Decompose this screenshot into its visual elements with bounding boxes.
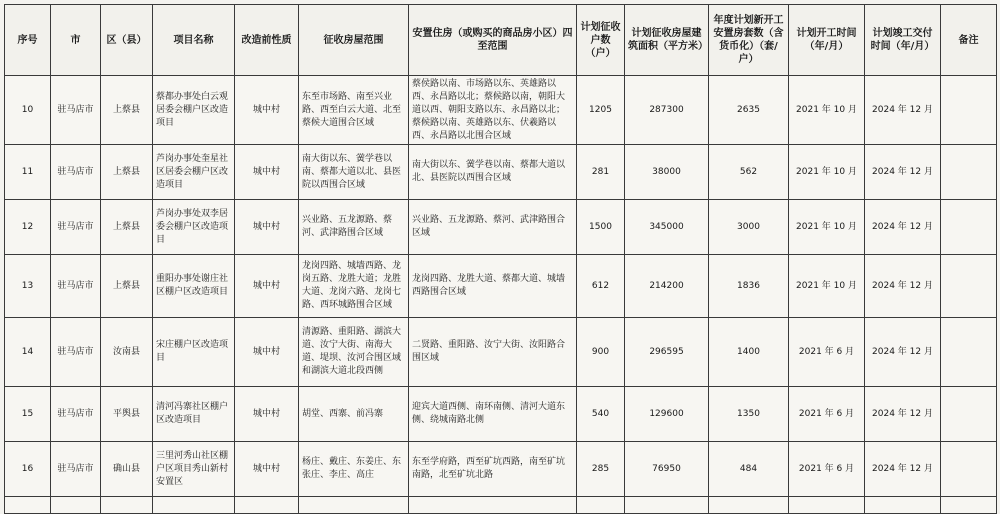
table-row	[5, 255, 997, 318]
cell-start: 2021 年 10 月	[789, 76, 865, 145]
header-cell: 项目名称	[153, 5, 235, 76]
cell-resettle: 龙岗四路、龙胜大道、蔡都大道、城墙西路围合区域	[409, 255, 577, 318]
header-cell: 改造前性质	[235, 5, 299, 76]
table-row	[5, 145, 997, 200]
cell-project: 芦岗办事处双李居委会棚户区改造项目	[153, 200, 235, 255]
cell-county: 上蔡县	[101, 255, 153, 318]
cell-remark	[941, 145, 997, 200]
header-cell: 区（县）	[101, 5, 153, 76]
table-row	[5, 442, 997, 497]
cell-start: 2021 年 10 月	[789, 145, 865, 200]
cell-households: 281	[577, 145, 625, 200]
cell-project: 清河冯寨社区棚户区改造项目	[153, 387, 235, 442]
cell-start: 2021 年 6 月	[789, 442, 865, 497]
cell-nature: 城中村	[235, 318, 299, 387]
cell-city: 驻马店市	[51, 200, 101, 255]
header-cell: 序号	[5, 5, 51, 76]
empty-cell	[5, 497, 51, 514]
cell-nature: 城中村	[235, 387, 299, 442]
cell-county: 上蔡县	[101, 76, 153, 145]
cell-nature: 城中村	[235, 255, 299, 318]
cell-scope: 南大街以东、黉学巷以南、蔡都大道以北、县医院以西围合区域	[299, 145, 409, 200]
empty-cell	[409, 497, 577, 514]
cell-project: 重阳办事处谢庄社区棚户区改造项目	[153, 255, 235, 318]
cell-area: 296595	[625, 318, 709, 387]
cell-area: 38000	[625, 145, 709, 200]
empty-cell	[577, 497, 625, 514]
cell-scope: 杨庄、戴庄、东姜庄、东张庄、李庄、高庄	[299, 442, 409, 497]
cell-finish: 2024 年 12 月	[865, 76, 941, 145]
cell-households: 900	[577, 318, 625, 387]
cell-city: 驻马店市	[51, 442, 101, 497]
cell-county: 汝南县	[101, 318, 153, 387]
header-cell: 安置住房（或购买的商品房小区）四至范围	[409, 5, 577, 76]
cell-units: 1350	[709, 387, 789, 442]
cell-remark	[941, 442, 997, 497]
cell-remark	[941, 318, 997, 387]
empty-cell	[941, 497, 997, 514]
empty-cell	[865, 497, 941, 514]
table-row	[5, 76, 997, 145]
cell-project: 芦岗办事处奎星社区居委会棚户区改造项目	[153, 145, 235, 200]
cell-scope: 兴业路、五龙源路、蔡河、武津路围合区域	[299, 200, 409, 255]
header-cell: 备注	[941, 5, 997, 76]
cell-scope: 清源路、重阳路、湖滨大道、汝宁大街、南海大道、堤坝、汝河合围区域和湖滨大道北段西侧	[299, 318, 409, 387]
header-cell: 计划开工时间（年/月）	[789, 5, 865, 76]
cell-finish: 2024 年 12 月	[865, 200, 941, 255]
cell-resettle: 迎宾大道西侧、南环南侧、清河大道东侧、绕城南路北侧	[409, 387, 577, 442]
cell-start: 2021 年 6 月	[789, 318, 865, 387]
cell-units: 2635	[709, 76, 789, 145]
header-cell: 年度计划新开工安置房套数（含货币化）（套/户）	[709, 5, 789, 76]
cell-no: 14	[5, 318, 51, 387]
table-row	[5, 200, 997, 255]
cell-households: 285	[577, 442, 625, 497]
cell-no: 13	[5, 255, 51, 318]
cell-households: 612	[577, 255, 625, 318]
cell-city: 驻马店市	[51, 76, 101, 145]
cell-units: 3000	[709, 200, 789, 255]
empty-cell	[51, 497, 101, 514]
empty-cell	[101, 497, 153, 514]
cell-city: 驻马店市	[51, 387, 101, 442]
header-cell: 征收房屋范围	[299, 5, 409, 76]
cell-scope: 胡堂、西寨、前冯寨	[299, 387, 409, 442]
cell-no: 10	[5, 76, 51, 145]
cell-no: 15	[5, 387, 51, 442]
cell-finish: 2024 年 12 月	[865, 318, 941, 387]
cell-project: 宋庄棚户区改造项目	[153, 318, 235, 387]
cell-finish: 2024 年 12 月	[865, 387, 941, 442]
cell-remark	[941, 255, 997, 318]
cell-city: 驻马店市	[51, 255, 101, 318]
cell-households: 1205	[577, 76, 625, 145]
empty-cell	[235, 497, 299, 514]
table-row-partial	[5, 497, 997, 514]
cell-finish: 2024 年 12 月	[865, 442, 941, 497]
cell-nature: 城中村	[235, 76, 299, 145]
header-row	[5, 5, 997, 76]
cell-resettle: 兴业路、五龙源路、蔡河、武津路围合区域	[409, 200, 577, 255]
cell-county: 平舆县	[101, 387, 153, 442]
empty-cell	[709, 497, 789, 514]
cell-city: 驻马店市	[51, 145, 101, 200]
cell-project: 三里河秀山社区棚户区项目秀山新村安置区	[153, 442, 235, 497]
table-row	[5, 387, 997, 442]
cell-remark	[941, 387, 997, 442]
cell-county: 确山县	[101, 442, 153, 497]
cell-households: 540	[577, 387, 625, 442]
cell-units: 1836	[709, 255, 789, 318]
cell-resettle: 二贤路、重阳路、汝宁大街、汝阳路合围区域	[409, 318, 577, 387]
cell-no: 16	[5, 442, 51, 497]
cell-units: 484	[709, 442, 789, 497]
cell-units: 562	[709, 145, 789, 200]
header-cell: 计划征收户数（户）	[577, 5, 625, 76]
header-cell: 计划竣工交付时间（年/月）	[865, 5, 941, 76]
cell-area: 76950	[625, 442, 709, 497]
cell-start: 2021 年 10 月	[789, 255, 865, 318]
header-cell: 市	[51, 5, 101, 76]
cell-area: 287300	[625, 76, 709, 145]
cell-city: 驻马店市	[51, 318, 101, 387]
cell-start: 2021 年 6 月	[789, 387, 865, 442]
cell-project: 蔡都办事处白云观居委会棚户区改造项目	[153, 76, 235, 145]
cell-start: 2021 年 10 月	[789, 200, 865, 255]
cell-units: 1400	[709, 318, 789, 387]
cell-nature: 城中村	[235, 200, 299, 255]
table-row	[5, 318, 997, 387]
cell-finish: 2024 年 12 月	[865, 255, 941, 318]
cell-county: 上蔡县	[101, 200, 153, 255]
cell-resettle: 蔡侯路以南、市场路以东、英雄路以西、永昌路以北；蔡候路以南，朝阳大道以西、朝阳支路以东、永昌路以北；蔡候路以南、英雄路以东、伏羲路以西、永昌路以北围合区域	[409, 76, 577, 145]
cell-resettle: 东至学府路，西至矿坑西路，南至矿坑南路，北至矿坑北路	[409, 442, 577, 497]
cell-county: 上蔡县	[101, 145, 153, 200]
cell-households: 1500	[577, 200, 625, 255]
cell-scope: 东至市场路、南至兴业路、西至白云大道、北至蔡候大道围合区域	[299, 76, 409, 145]
cell-area: 214200	[625, 255, 709, 318]
cell-scope: 龙岗四路、城墙西路、龙岗五路、龙胜大道；龙胜大道、龙岗六路、龙岗七路、西环城路围合区域	[299, 255, 409, 318]
cell-area: 129600	[625, 387, 709, 442]
cell-resettle: 南大街以东、黉学巷以南、蔡都大道以北、县医院以西围合区域	[409, 145, 577, 200]
cell-nature: 城中村	[235, 145, 299, 200]
cell-nature: 城中村	[235, 442, 299, 497]
cell-remark	[941, 200, 997, 255]
cell-remark	[941, 76, 997, 145]
cell-no: 11	[5, 145, 51, 200]
empty-cell	[153, 497, 235, 514]
empty-cell	[625, 497, 709, 514]
cell-area: 345000	[625, 200, 709, 255]
project-table	[4, 4, 997, 514]
cell-no: 12	[5, 200, 51, 255]
header-cell: 计划征收房屋建筑面积（平方米）	[625, 5, 709, 76]
empty-cell	[299, 497, 409, 514]
cell-finish: 2024 年 12 月	[865, 145, 941, 200]
empty-cell	[789, 497, 865, 514]
